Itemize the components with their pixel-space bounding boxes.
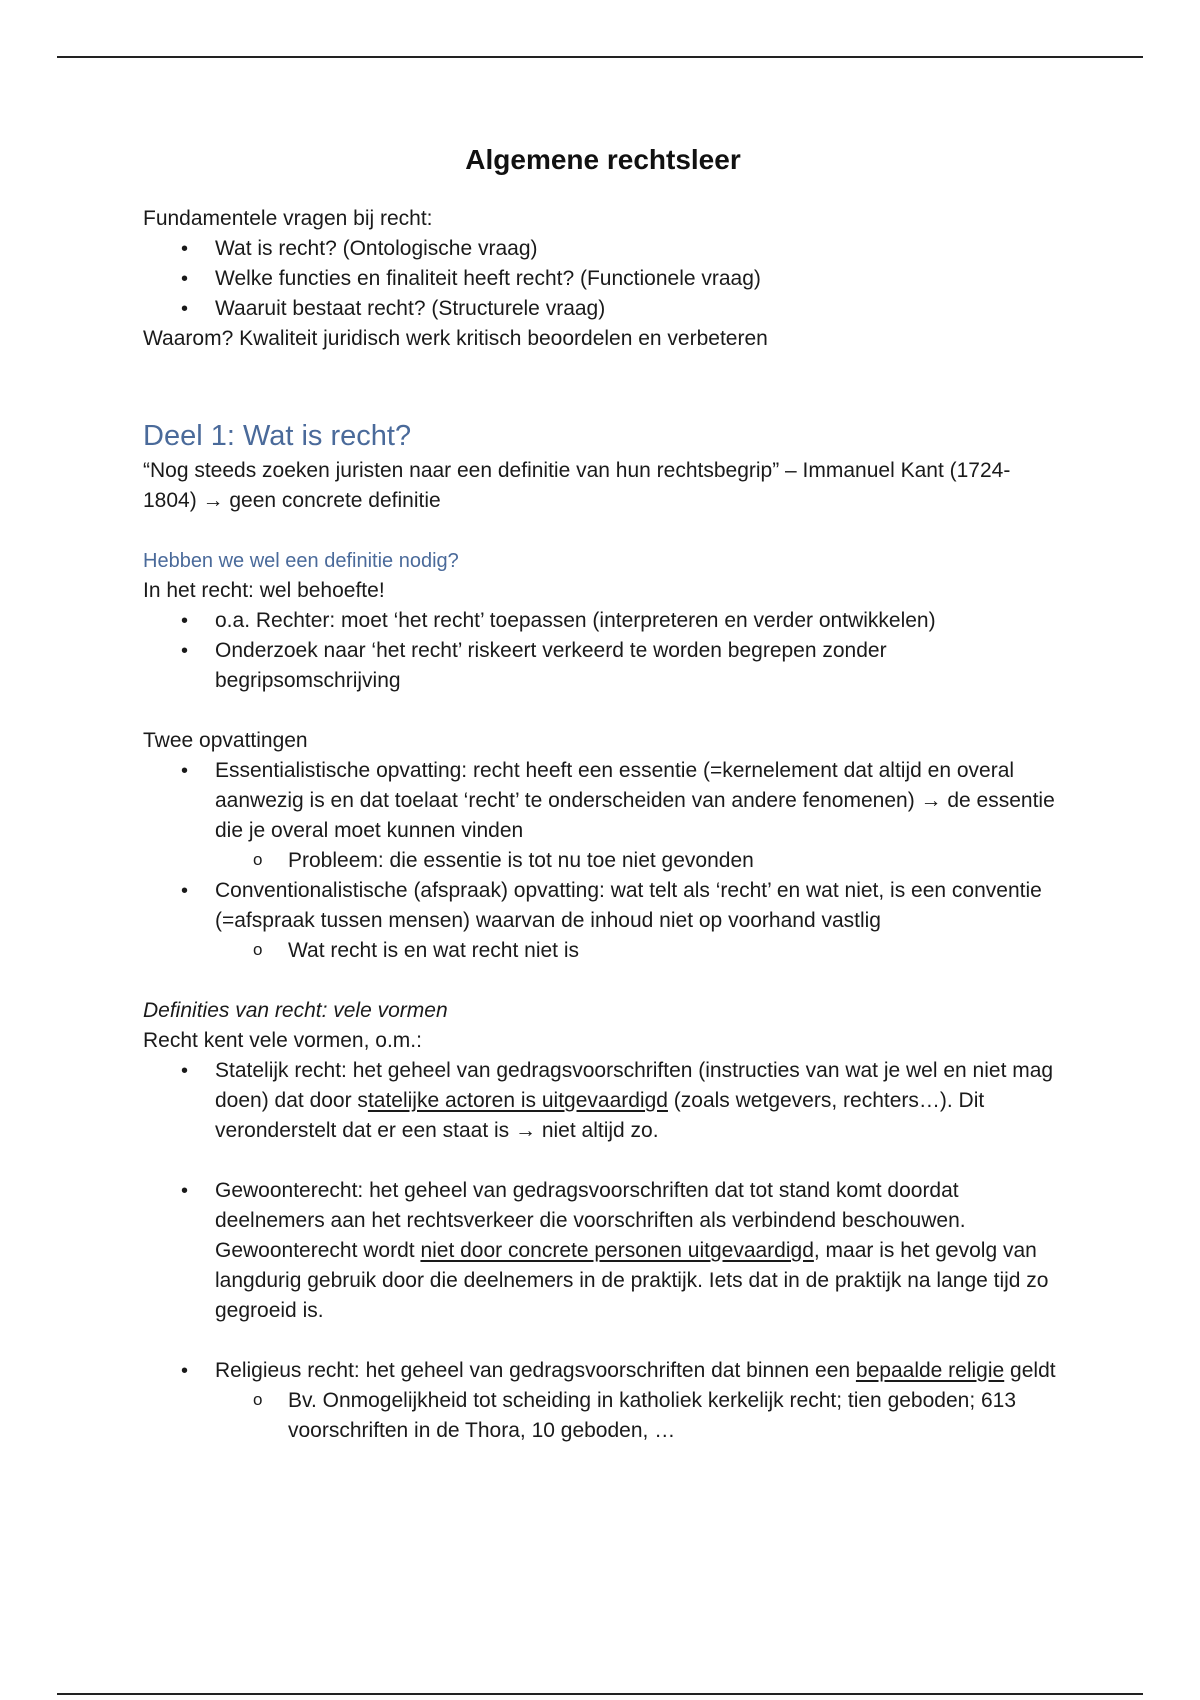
- definitie-lead: In het recht: wel behoefte!: [143, 579, 385, 602]
- sub-list-item: o Probleem: die essentie is tot nu toe niet gevonden: [143, 846, 1063, 876]
- footer-rule: [57, 1693, 1143, 1695]
- intro-list: [143, 234, 1063, 324]
- text-segment: Gewoonterecht: het geheel van gedragsvoorschriften dat tot stand komt doordat deelnemers aan het rechtsverkeer die voorschriften als verbindend beschouwen. Gewoonterecht wordt: [215, 1179, 966, 1262]
- header-rule: [57, 56, 1143, 58]
- document-body: [143, 140, 1063, 1446]
- list-item-religieus: [143, 1356, 1063, 1386]
- text-segment: geldt: [1004, 1359, 1056, 1382]
- list-item: • Onderzoek naar ‘het recht’ riskeert verkeerd te worden begrepen zonder begripsomschrijving: [143, 636, 1063, 696]
- list-item: • Essentialistische opvatting: recht heeft een essentie (=kernelement dat altijd en overal aanwezig is en dat toelaat ‘recht’ te onderscheiden van andere fenomenen) → de essentie die je overal moet kunnen vinden: [143, 756, 1063, 846]
- definitie-list: [143, 606, 1063, 696]
- text-segment: , maar is het gevolg van langdurig gebruik door die deelnemers in de praktijk. Iets dat in de praktijk na lange tijd zo gegroeid is.: [215, 1239, 1049, 1322]
- list-item: • Wat is recht? (Ontologische vraag): [143, 234, 1063, 264]
- religieus-sublist: [143, 1386, 1063, 1446]
- list-item: • Welke functies en finaliteit heeft recht? (Functionele vraag): [143, 264, 1063, 294]
- intro-lead: Fundamentele vragen bij recht:: [143, 207, 433, 230]
- sub-list-item: o Wat recht is en wat recht niet is: [143, 936, 1063, 966]
- section-heading-deel1: Deel 1: Wat is recht?: [143, 420, 412, 452]
- list-item-gewoonte: [143, 1176, 1063, 1326]
- page-title: Algemene rechtsleer: [465, 144, 741, 175]
- spacer: [143, 1146, 1063, 1176]
- text-segment: Statelijk recht: het geheel van gedragsvoorschriften (instructies van wat je wel en niet mag doen) dat door s: [215, 1059, 1054, 1112]
- list-item: • o.a. Rechter: moet ‘het recht’ toepassen (interpreteren en verder ontwikkelen): [143, 606, 1063, 636]
- opvattingen-list: [143, 756, 1063, 846]
- list-item-statelijk: [143, 1056, 1063, 1146]
- vormen-list-3: [143, 1356, 1063, 1386]
- underlined-text: niet door concrete personen uitgevaardigd: [420, 1239, 814, 1262]
- opvattingen-list-2: [143, 876, 1063, 936]
- text-segment: (zoals wetgevers, rechters…). Dit veronderstelt dat er een staat is → niet altijd zo.: [215, 1089, 985, 1142]
- text-segment: Religieus recht: het geheel van gedragsvoorschriften dat binnen een: [215, 1359, 856, 1382]
- opvattingen-sublist: [143, 846, 1063, 876]
- spacer: [143, 1326, 1063, 1356]
- vormen-heading: Definities van recht: vele vormen: [143, 999, 448, 1022]
- vormen-list-2: [143, 1176, 1063, 1326]
- sub-list-item: o Bv. Onmogelijkheid tot scheiding in katholiek kerkelijk recht; tien geboden; 613 voorschriften in de Thora, 10 geboden, …: [143, 1386, 1063, 1446]
- underlined-text: bepaalde religie: [855, 1359, 1005, 1382]
- list-item: • Conventionalistische (afspraak) opvatting: wat telt als ‘recht’ en wat niet, is een conventie (=afspraak tussen mensen) waarvan de inhoud niet op voorhand vastlig: [143, 876, 1063, 936]
- spacer: [143, 966, 1063, 996]
- kant-quote: “Nog steeds zoeken juristen naar een definitie van hun rechtsbegrip” – Immanuel Kant (1724-1804) → geen concrete definitie: [143, 459, 1011, 512]
- opvattingen-sublist-2: [143, 936, 1063, 966]
- underlined-text: tatelijke actoren is uitgevaardigd: [367, 1089, 668, 1112]
- vormen-lead: Recht kent vele vormen, o.m.:: [143, 1029, 422, 1052]
- spacer: [143, 696, 1063, 726]
- vormen-list: [143, 1056, 1063, 1146]
- subheading-definitie: Hebben we wel een definitie nodig?: [143, 550, 459, 572]
- opvattingen-lead: Twee opvattingen: [143, 729, 308, 752]
- list-item: • Waaruit bestaat recht? (Structurele vraag): [143, 294, 1063, 324]
- intro-why: Waarom? Kwaliteit juridisch werk kritisch beoordelen en verbeteren: [143, 327, 768, 350]
